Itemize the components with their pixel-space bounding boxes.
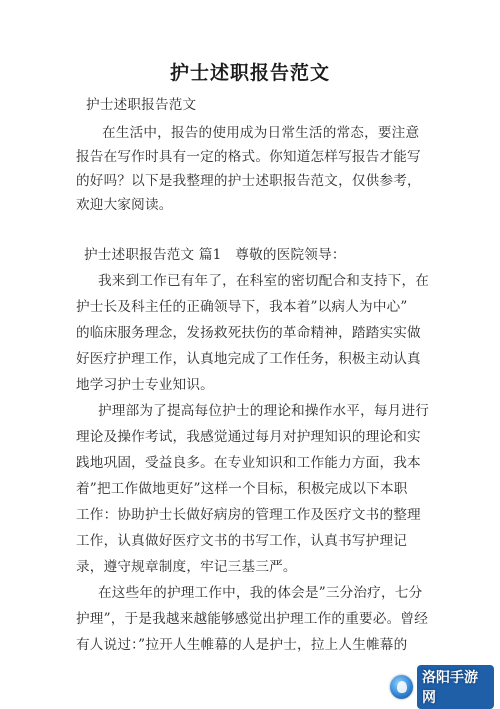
document-title: 护士述职报告范文	[169, 62, 330, 84]
para2-line-1: 护理部为了提高每位护士的理论和操作水平，每月进行	[98, 403, 430, 419]
para3-line-1: 在这些年的护理工作中，我的体会是”三分治疗，七分	[98, 585, 423, 601]
para1-line-5: 地学习护士专业知识。	[76, 377, 214, 393]
para1-line-4: 好医疗护理工作，认真地完成了工作任务，积极主动认真	[76, 351, 421, 367]
para2-line-4: 着”把工作做地更好”这样一个目标，积极完成以下本职	[76, 481, 408, 497]
para1-line-1: 我来到工作已有年了，在科室的密切配合和支持下，在	[98, 273, 430, 289]
droplet-logo-icon	[390, 675, 413, 699]
para2-line-2: 理论及操作考试，我感觉通过每月对护理知识的理论和实	[76, 429, 421, 445]
para1-line-2: 护士长及科主任的正确领导下，我本着”以病人为中心”	[76, 299, 408, 315]
intro-line-1: 在生活中，报告的使用成为日常生活的常态，要注意	[102, 125, 420, 141]
intro-line-4: 欢迎大家阅读。	[76, 197, 173, 213]
para2-line-3: 践地巩固，受益良多。在专业知识和工作能力方面，我本	[76, 455, 421, 471]
para2-line-5: 工作：协助护士长做好病房的管理工作及医疗文书的整理	[76, 507, 421, 523]
intro-line-2: 报告在写作时具有一定的格式。你知道怎样写报告才能写	[76, 149, 421, 165]
watermark-logo	[390, 670, 494, 706]
para2-line-6: 工作，认真做好医疗文书的书写工作，认真书写护理记	[76, 533, 408, 549]
intro-line-3: 的好吗？以下是我整理的护士述职报告范文，仅供参考，	[76, 173, 421, 189]
para3-line-2: 护理”，于是我越来越能够感觉出护理工作的重要必。曾经	[76, 611, 428, 627]
section-heading: 护士述职报告范文 篇1 尊敬的医院领导：	[84, 247, 346, 263]
subtitle-line: 护士述职报告范文	[86, 97, 197, 113]
para1-line-3: 的临床服务理念，发扬救死扶伤的革命精神，踏踏实实做	[76, 325, 421, 341]
para2-line-7: 录，遵守规章制度，牢记三基三严。	[76, 559, 297, 575]
para3-line-3: 有人说过：”拉开人生帷幕的人是护士，拉上人生帷幕的	[76, 637, 408, 653]
watermark-text: 洛阳手游网	[417, 665, 494, 709]
